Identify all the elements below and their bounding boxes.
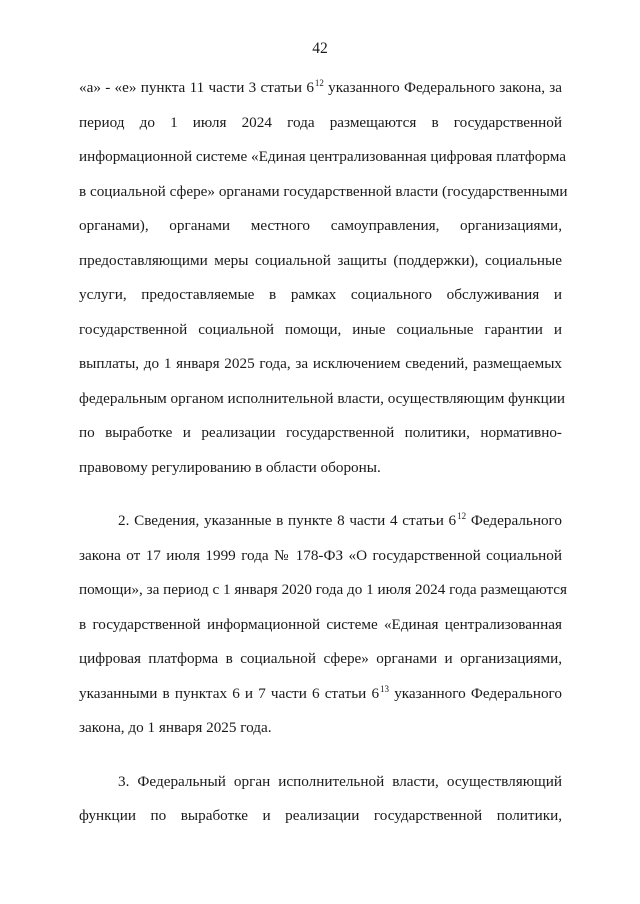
text-line: закона от 17 июля 1999 года № 178-ФЗ «О государственной социальной [79, 546, 562, 564]
text-line: государственной социальной помощи, иные социальные гарантии и [79, 320, 562, 338]
text-line: федеральным органом исполнительной власти, осуществляющим функции [79, 389, 566, 407]
paragraph-gap [79, 490, 562, 509]
text-line: 2. Сведения, указанные в пункте 8 части 4 статьи $6^{12}$ Федерального [118, 511, 562, 529]
text-line: закона, до 1 января 2025 года. [79, 719, 272, 736]
paragraph-2 [79, 509, 568, 751]
text-line: по выработке и реализации государственной политики, нормативно- [79, 424, 562, 441]
text-line: в государственной информационной системе «Единая централизованная [79, 615, 562, 633]
text-line: информационной системе «Единая централизованная цифровая платформа [79, 148, 566, 165]
text-line: выплаты, до 1 января 2025 года, за исключением сведений, размещаемых [79, 355, 562, 372]
superscript: 12 [457, 511, 467, 521]
document-body [79, 76, 568, 839]
text-line: указанными в пунктах 6 и 7 части 6 статьи $6^{13}$ указанного Федерального [79, 683, 562, 702]
paragraph-3 [79, 770, 562, 839]
text-line: функции по выработке и реализации государственной политики, [79, 807, 562, 824]
text-line: органами), органами местного самоуправления, организациями, [79, 217, 562, 234]
text-line: предоставляющими меры социальной защиты (поддержки), социальные [79, 251, 562, 269]
text-line: цифровая платформа в социальной сфере» органами и организациями, [79, 650, 562, 667]
text-line: 3. Федеральный орган исполнительной власти, осуществляющий [118, 772, 562, 790]
page-number: 42 [312, 40, 328, 57]
text-line: услуги, предоставляемые в рамках социального обслуживания и [79, 286, 562, 303]
text-line: в социальной сфере» органами государственной власти (государственными [79, 182, 568, 200]
text-line: помощи», за период с 1 января 2020 года до 1 июля 2024 года размещаются [79, 581, 568, 598]
superscript: 13 [380, 683, 390, 694]
superscript: 12 [314, 78, 324, 88]
text-line: «а» - «е» пункта 11 части 3 статьи $6^{12}$ указанного Федерального закона, за [79, 78, 562, 96]
paragraph-1 [79, 76, 568, 490]
text-line: правовому регулированию в области обороны. [79, 458, 381, 476]
paragraph-gap [79, 751, 562, 770]
text-line: период до 1 июля 2024 года размещаются в государственной [79, 113, 562, 131]
